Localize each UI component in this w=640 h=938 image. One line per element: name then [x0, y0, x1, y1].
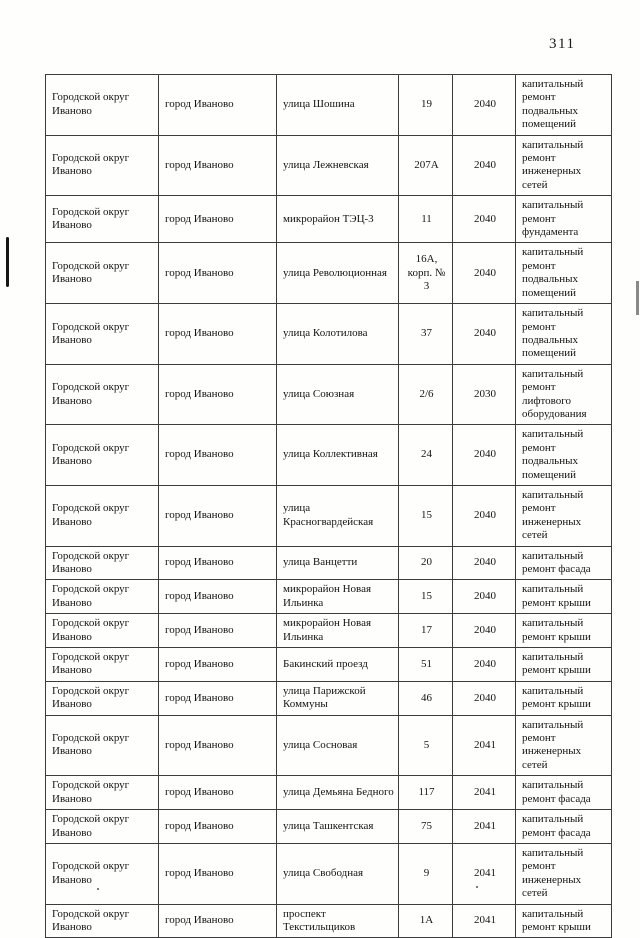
scan-speck [97, 888, 99, 890]
cell-district: Городской округ Иваново [46, 648, 159, 682]
cell-work: капитальный ремонт крыши [516, 648, 612, 682]
table-row [46, 614, 612, 648]
cell-house: 11 [399, 196, 453, 243]
cell-year: 2030 [453, 364, 516, 425]
cell-work: капитальный ремонт подвальных помещений [516, 304, 612, 365]
cell-work: капитальный ремонт инженерных сетей [516, 843, 612, 904]
cell-house: 20 [399, 546, 453, 580]
cell-district: Городской округ Иваново [46, 843, 159, 904]
scan-artifact-left [6, 237, 9, 287]
table-row [46, 904, 612, 938]
cell-city: город Иваново [159, 546, 277, 580]
cell-street: улица Шошина [277, 75, 399, 136]
cell-year: 2040 [453, 681, 516, 715]
cell-work: капитальный ремонт фасада [516, 810, 612, 844]
cell-year: 2041 [453, 904, 516, 938]
table-row [46, 364, 612, 425]
cell-year: 2040 [453, 75, 516, 136]
table-row [46, 485, 612, 546]
cell-year: 2040 [453, 614, 516, 648]
cell-city: город Иваново [159, 810, 277, 844]
cell-year: 2041 [453, 810, 516, 844]
cell-street: микрорайон Новая Ильинка [277, 614, 399, 648]
cell-year: 2040 [453, 135, 516, 196]
cell-city: город Иваново [159, 580, 277, 614]
table-row [46, 75, 612, 136]
cell-year: 2041 [453, 843, 516, 904]
cell-work: капитальный ремонт инженерных сетей [516, 715, 612, 776]
cell-street: улица Колотилова [277, 304, 399, 365]
cell-year: 2040 [453, 648, 516, 682]
cell-street: микрорайон ТЭЦ-3 [277, 196, 399, 243]
cell-city: город Иваново [159, 485, 277, 546]
cell-city: город Иваново [159, 304, 277, 365]
table-row [46, 546, 612, 580]
cell-district: Городской округ Иваново [46, 243, 159, 304]
cell-house: 51 [399, 648, 453, 682]
cell-city: город Иваново [159, 425, 277, 486]
cell-house: 15 [399, 580, 453, 614]
cell-work: капитальный ремонт подвальных помещений [516, 75, 612, 136]
cell-work: капитальный ремонт фундамента [516, 196, 612, 243]
cell-city: город Иваново [159, 681, 277, 715]
cell-house: 9 [399, 843, 453, 904]
cell-year: 2040 [453, 425, 516, 486]
cell-house: 117 [399, 776, 453, 810]
cell-street: улица Ванцетти [277, 546, 399, 580]
cell-street: улица Красногвардейская [277, 485, 399, 546]
cell-house: 46 [399, 681, 453, 715]
cell-street: улица Коллективная [277, 425, 399, 486]
cell-city: город Иваново [159, 614, 277, 648]
cell-city: город Иваново [159, 135, 277, 196]
cell-district: Городской округ Иваново [46, 715, 159, 776]
cell-year: 2041 [453, 776, 516, 810]
cell-street: улица Парижской Коммуны [277, 681, 399, 715]
cell-city: город Иваново [159, 843, 277, 904]
cell-district: Городской округ Иваново [46, 364, 159, 425]
cell-street: улица Демьяна Бедного [277, 776, 399, 810]
cell-street: улица Лежневская [277, 135, 399, 196]
cell-street: микрорайон Новая Ильинка [277, 580, 399, 614]
cell-work: капитальный ремонт лифтового оборудования [516, 364, 612, 425]
cell-district: Городской округ Иваново [46, 75, 159, 136]
cell-district: Городской округ Иваново [46, 810, 159, 844]
cell-district: Городской округ Иваново [46, 485, 159, 546]
cell-street: улица Свободная [277, 843, 399, 904]
cell-district: Городской округ Иваново [46, 304, 159, 365]
cell-district: Городской округ Иваново [46, 904, 159, 938]
table-row [46, 304, 612, 365]
cell-city: город Иваново [159, 75, 277, 136]
cell-city: город Иваново [159, 196, 277, 243]
table-row [46, 681, 612, 715]
cell-district: Городской округ Иваново [46, 614, 159, 648]
cell-house: 1А [399, 904, 453, 938]
cell-work: капитальный ремонт инженерных сетей [516, 135, 612, 196]
table-row [46, 843, 612, 904]
cell-city: город Иваново [159, 715, 277, 776]
cell-year: 2041 [453, 715, 516, 776]
repairs-table [45, 74, 612, 938]
cell-street: улица Сосновая [277, 715, 399, 776]
cell-work: капитальный ремонт инженерных сетей [516, 485, 612, 546]
cell-house: 15 [399, 485, 453, 546]
cell-district: Городской округ Иваново [46, 580, 159, 614]
cell-house: 16А, корп. № 3 [399, 243, 453, 304]
cell-house: 207А [399, 135, 453, 196]
table-row [46, 425, 612, 486]
cell-house: 24 [399, 425, 453, 486]
cell-district: Городской округ Иваново [46, 546, 159, 580]
table-row [46, 776, 612, 810]
table-row [46, 648, 612, 682]
cell-district: Городской округ Иваново [46, 196, 159, 243]
cell-work: капитальный ремонт крыши [516, 580, 612, 614]
cell-city: город Иваново [159, 364, 277, 425]
cell-district: Городской округ Иваново [46, 425, 159, 486]
table-row [46, 196, 612, 243]
scan-artifact-right [636, 281, 639, 315]
cell-year: 2040 [453, 196, 516, 243]
table-row [46, 715, 612, 776]
cell-street: улица Ташкентская [277, 810, 399, 844]
scan-speck [476, 886, 478, 888]
cell-house: 19 [399, 75, 453, 136]
page-number: 311 [549, 36, 576, 52]
table-row [46, 810, 612, 844]
cell-city: город Иваново [159, 904, 277, 938]
table-body [46, 75, 612, 938]
cell-year: 2040 [453, 580, 516, 614]
cell-house: 75 [399, 810, 453, 844]
table-row [46, 580, 612, 614]
cell-year: 2040 [453, 485, 516, 546]
table-row [46, 243, 612, 304]
cell-work: капитальный ремонт подвальных помещений [516, 243, 612, 304]
cell-house: 5 [399, 715, 453, 776]
cell-work: капитальный ремонт крыши [516, 904, 612, 938]
cell-house: 37 [399, 304, 453, 365]
cell-work: капитальный ремонт подвальных помещений [516, 425, 612, 486]
cell-house: 2/6 [399, 364, 453, 425]
cell-street: улица Революционная [277, 243, 399, 304]
cell-year: 2040 [453, 304, 516, 365]
cell-district: Городской округ Иваново [46, 681, 159, 715]
cell-work: капитальный ремонт фасада [516, 546, 612, 580]
cell-street: Бакинский проезд [277, 648, 399, 682]
cell-work: капитальный ремонт фасада [516, 776, 612, 810]
cell-city: город Иваново [159, 243, 277, 304]
cell-street: улица Союзная [277, 364, 399, 425]
cell-district: Городской округ Иваново [46, 776, 159, 810]
cell-district: Городской округ Иваново [46, 135, 159, 196]
cell-city: город Иваново [159, 648, 277, 682]
cell-work: капитальный ремонт крыши [516, 614, 612, 648]
cell-year: 2040 [453, 546, 516, 580]
table-row [46, 135, 612, 196]
cell-work: капитальный ремонт крыши [516, 681, 612, 715]
cell-city: город Иваново [159, 776, 277, 810]
cell-street: проспект Текстильщиков [277, 904, 399, 938]
cell-house: 17 [399, 614, 453, 648]
cell-year: 2040 [453, 243, 516, 304]
